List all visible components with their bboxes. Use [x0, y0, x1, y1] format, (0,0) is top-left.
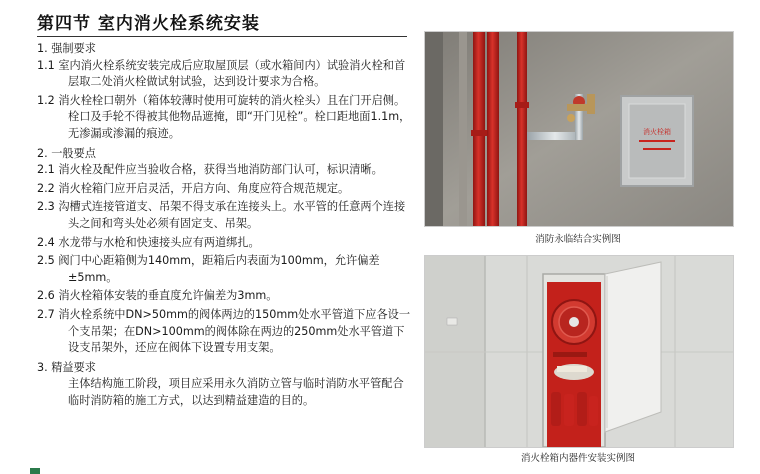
section-title: 第四节 室内消火栓系统安装 [37, 14, 260, 34]
cabinet-sign: 消火栓箱 [643, 128, 671, 136]
clause-2-2: 2.2 消火栓箱门应开启灵活，开启方向、角度应符合规范规定。 [37, 181, 350, 195]
section-heading: 1. 强制要求 [37, 42, 96, 55]
section-2 [37, 146, 413, 357]
clause-2-7: 2.7 消火栓系统中DN>50mm的阀体两边的150mm处水平管道下应各设一个支吊架；在DN>100mm的阀体除在两边的250mm处水平管道下设支吊架外，还应在阀体下设置专用支架。 [37, 307, 411, 355]
clause-2-4: 2.4 水龙带与水枪和快速接头应有两道绑扎。 [37, 235, 260, 249]
section-heading: 2. 一般要点 [37, 146, 96, 160]
clause-2-6: 2.6 消火栓箱体安装的垂直度允许偏差为3mm。 [37, 289, 278, 303]
clause-2-5: 2.5 阀门中心距箱侧为140mm，距箱后内表面为100mm，允许偏差±5mm。 [37, 254, 380, 284]
figure-caption-2: 消火栓箱内器件安装实例图 [520, 453, 635, 464]
lean-paragraph: 主体结构施工阶段，项目应采用永久消防立管与临时消防水平管配合临时消防箱的施工方式，以达到精益建造的目的。 [68, 377, 404, 407]
photo-hydrant-cabinet-illustration [425, 256, 733, 447]
footer-color-mark [30, 468, 40, 474]
figure-caption-1: 消防永临结合实例图 [535, 234, 621, 245]
photo-fire-pipes-illustration [425, 32, 733, 226]
title-underline [37, 36, 407, 37]
clause-2-1: 2.1 消火栓及配件应当验收合格，获得当地消防部门认可，标识清晰。 [37, 163, 383, 177]
section-heading: 3. 精益要求 [37, 360, 96, 374]
body-text [37, 41, 413, 412]
photo-hydrant-cabinet [424, 255, 734, 448]
clause-1-1: 1.1 室内消火栓系统安装完成后应取屋顶层（或水箱间内）试验消火栓和首层取二处消火栓做试射试验，达到设计要求为合格。 [37, 58, 406, 89]
section-1 [37, 41, 413, 143]
clause-2-3: 2.3 沟槽式连接管道支、吊架不得支承在连接头上。水平管的任意两个连接头之间和弯头处必须有固定支、吊架。 [37, 200, 406, 230]
section-3 [37, 360, 413, 410]
photo-fire-pipes [424, 31, 734, 227]
clause-1-2: 1.2 消火栓栓口朝外（箱体较薄时使用可旋转的消火栓头）且在门开启侧。栓口及手轮不得被其他物品遮掩，即“开门见栓”。栓口距地面1.1m，无渗漏或渗漏的痕迹。 [37, 93, 411, 140]
